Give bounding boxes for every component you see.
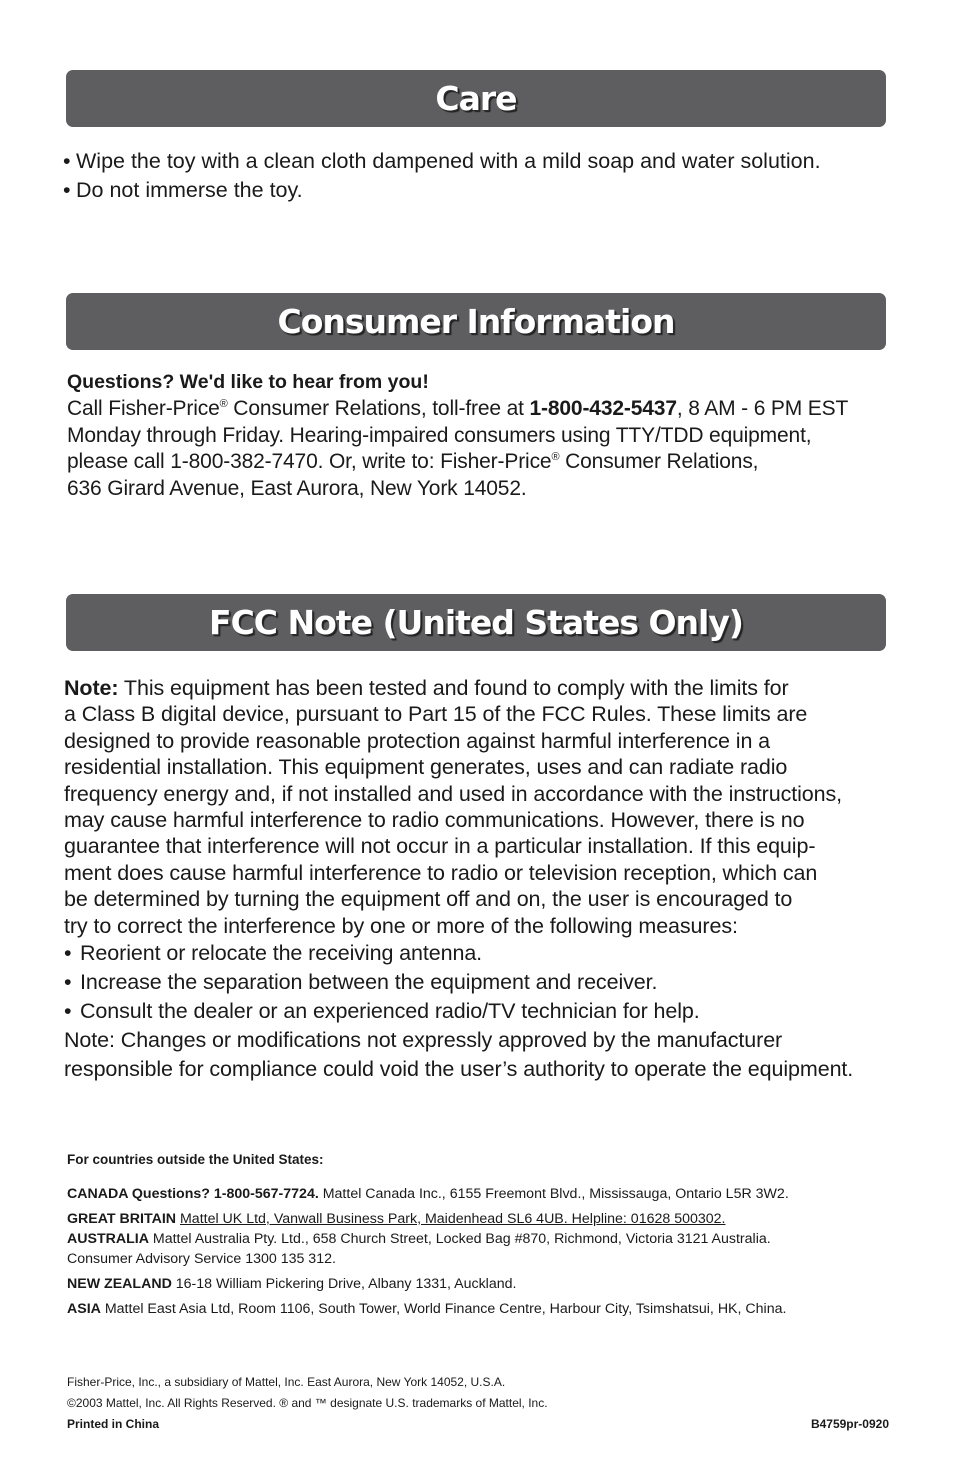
- consumer-line-2: Monday through Friday. Hearing-impaired consumers using TTY/TDD equipment,: [67, 423, 812, 447]
- australia-text: Mattel Australia Pty. Ltd., 658 Church Street, Locked Bag #870, Richmond, Victoria 3121 Australia.: [148, 1231, 771, 1247]
- call-prefix: Call Fisher-Price: [67, 397, 220, 420]
- care-title: Care: [435, 79, 517, 118]
- consumer-line-1: [67, 396, 897, 423]
- fcc-line: frequency energy and, if not installed and used in accordance with the instructions,: [64, 781, 843, 806]
- consumer-contact-text: [67, 396, 897, 502]
- canada-text: Mattel Canada Inc., 6155 Freemont Blvd., Mississauga, Ontario L5R 3W2.: [318, 1186, 789, 1202]
- registered-mark: ®: [551, 451, 560, 463]
- fcc-line-text: This equipment has been tested and found to comply with the limits for: [118, 676, 789, 700]
- canada-entry: [67, 1184, 907, 1204]
- list-item: • Do not immerse the toy.: [63, 176, 821, 205]
- asia-text: Mattel East Asia Ltd, Room 1106, South Tower, World Finance Centre, Harbour City, Tsimshatsui, HK, China.: [100, 1301, 787, 1317]
- asia-entry: [67, 1299, 907, 1319]
- fcc-banner: [66, 594, 886, 651]
- great-britain-label: GREAT BRITAIN: [67, 1211, 177, 1227]
- product-code: B4759pr-0920: [810, 1417, 889, 1431]
- list-item: • Consult the dealer or an experienced radio/TV technician for help.: [64, 997, 904, 1026]
- list-item: • Wipe the toy with a clean cloth dampened with a mild soap and water solution.: [63, 147, 821, 176]
- list-item: • Reorient or relocate the receiving antenna.: [64, 939, 904, 968]
- fcc-line: designed to provide reasonable protection against harmful interference in a: [64, 728, 771, 753]
- fcc-line: guarantee that interference will not occur in a particular installation. If this equip-: [64, 834, 816, 859]
- fcc-closing-line: Note: Changes or modifications not expressly approved by the manufacturer: [64, 1028, 783, 1053]
- new-zealand-entry: [67, 1274, 907, 1294]
- consumer-info-banner: [66, 293, 886, 350]
- international-heading: For countries outside the United States:: [67, 1152, 324, 1167]
- new-zealand-label: NEW ZEALAND: [67, 1276, 172, 1292]
- fcc-line: [64, 675, 904, 701]
- australia-entry: [67, 1229, 907, 1269]
- footer-company-line: Fisher-Price, Inc., a subsidiary of Mattel, Inc. East Aurora, New York 14052, U.S.A.: [67, 1375, 506, 1389]
- fcc-note-label: Note:: [64, 676, 119, 700]
- care-list: [63, 147, 821, 205]
- fcc-measures-list: [64, 939, 904, 1026]
- footer: [67, 1372, 889, 1435]
- fcc-line: be determined by turning the equipment off and on, the user is encouraged to: [64, 887, 793, 912]
- australia-label: AUSTRALIA: [67, 1231, 149, 1247]
- phone-number: 1-800-432-5437: [529, 397, 677, 420]
- care-banner: [66, 70, 886, 127]
- fcc-title: FCC Note (United States Only): [209, 603, 743, 642]
- asia-label: ASIA: [67, 1301, 101, 1317]
- fcc-section: [64, 675, 904, 1083]
- call-hours: , 8 AM - 6 PM EST: [676, 397, 849, 420]
- great-britain-entry: [67, 1209, 907, 1229]
- consumer-address: 636 Girard Avenue, East Aurora, New York 14052.: [67, 476, 527, 500]
- international-contacts: [67, 1150, 907, 1324]
- fcc-line: residential installation. This equipment generates, uses and can radiate radio: [64, 755, 788, 780]
- registered-mark: ®: [219, 398, 228, 410]
- footer-bottom-row: [67, 1414, 889, 1435]
- fcc-line: may cause harmful interference to radio communications. However, there is no: [64, 808, 805, 833]
- new-zealand-text: 16-18 William Pickering Drive, Albany 1331, Auckland.: [171, 1276, 517, 1292]
- line3-suffix: Consumer Relations,: [559, 450, 759, 473]
- list-item: • Increase the separation between the equipment and receiver.: [64, 968, 904, 997]
- consumer-info-title: Consumer Information: [277, 302, 675, 341]
- footer-copyright-line: ©2003 Mattel, Inc. All Rights Reserved. ® and ™ designate U.S. trademarks of Mattel, Inc.: [67, 1396, 548, 1410]
- line3-prefix: please call 1-800-382-7470. Or, write to: Fisher-Price: [67, 450, 552, 473]
- fcc-line: ment does cause harmful interference to radio or television reception, which can: [64, 860, 818, 885]
- printed-in-label: Printed in China: [67, 1417, 160, 1431]
- call-mid: Consumer Relations, toll-free at: [227, 397, 530, 420]
- fcc-line: a Class B digital device, pursuant to Part 15 of the FCC Rules. These limits are: [64, 702, 808, 727]
- australia-text-2: Consumer Advisory Service 1300 135 312.: [67, 1251, 336, 1267]
- consumer-line-3: [67, 449, 897, 476]
- fcc-closing-line: responsible for compliance could void the user’s authority to operate the equipment.: [64, 1056, 854, 1081]
- fcc-line: try to correct the interference by one or more of the following measures:: [64, 913, 738, 938]
- consumer-question: Questions? We'd like to hear from you!: [67, 371, 429, 393]
- canada-label: CANADA Questions? 1-800-567-7724.: [67, 1186, 319, 1202]
- consumer-info-section: [67, 368, 897, 502]
- great-britain-text: Mattel UK Ltd, Vanwall Business Park, Maidenhead SL6 4UB. Helpline: 01628 500302.: [179, 1211, 726, 1227]
